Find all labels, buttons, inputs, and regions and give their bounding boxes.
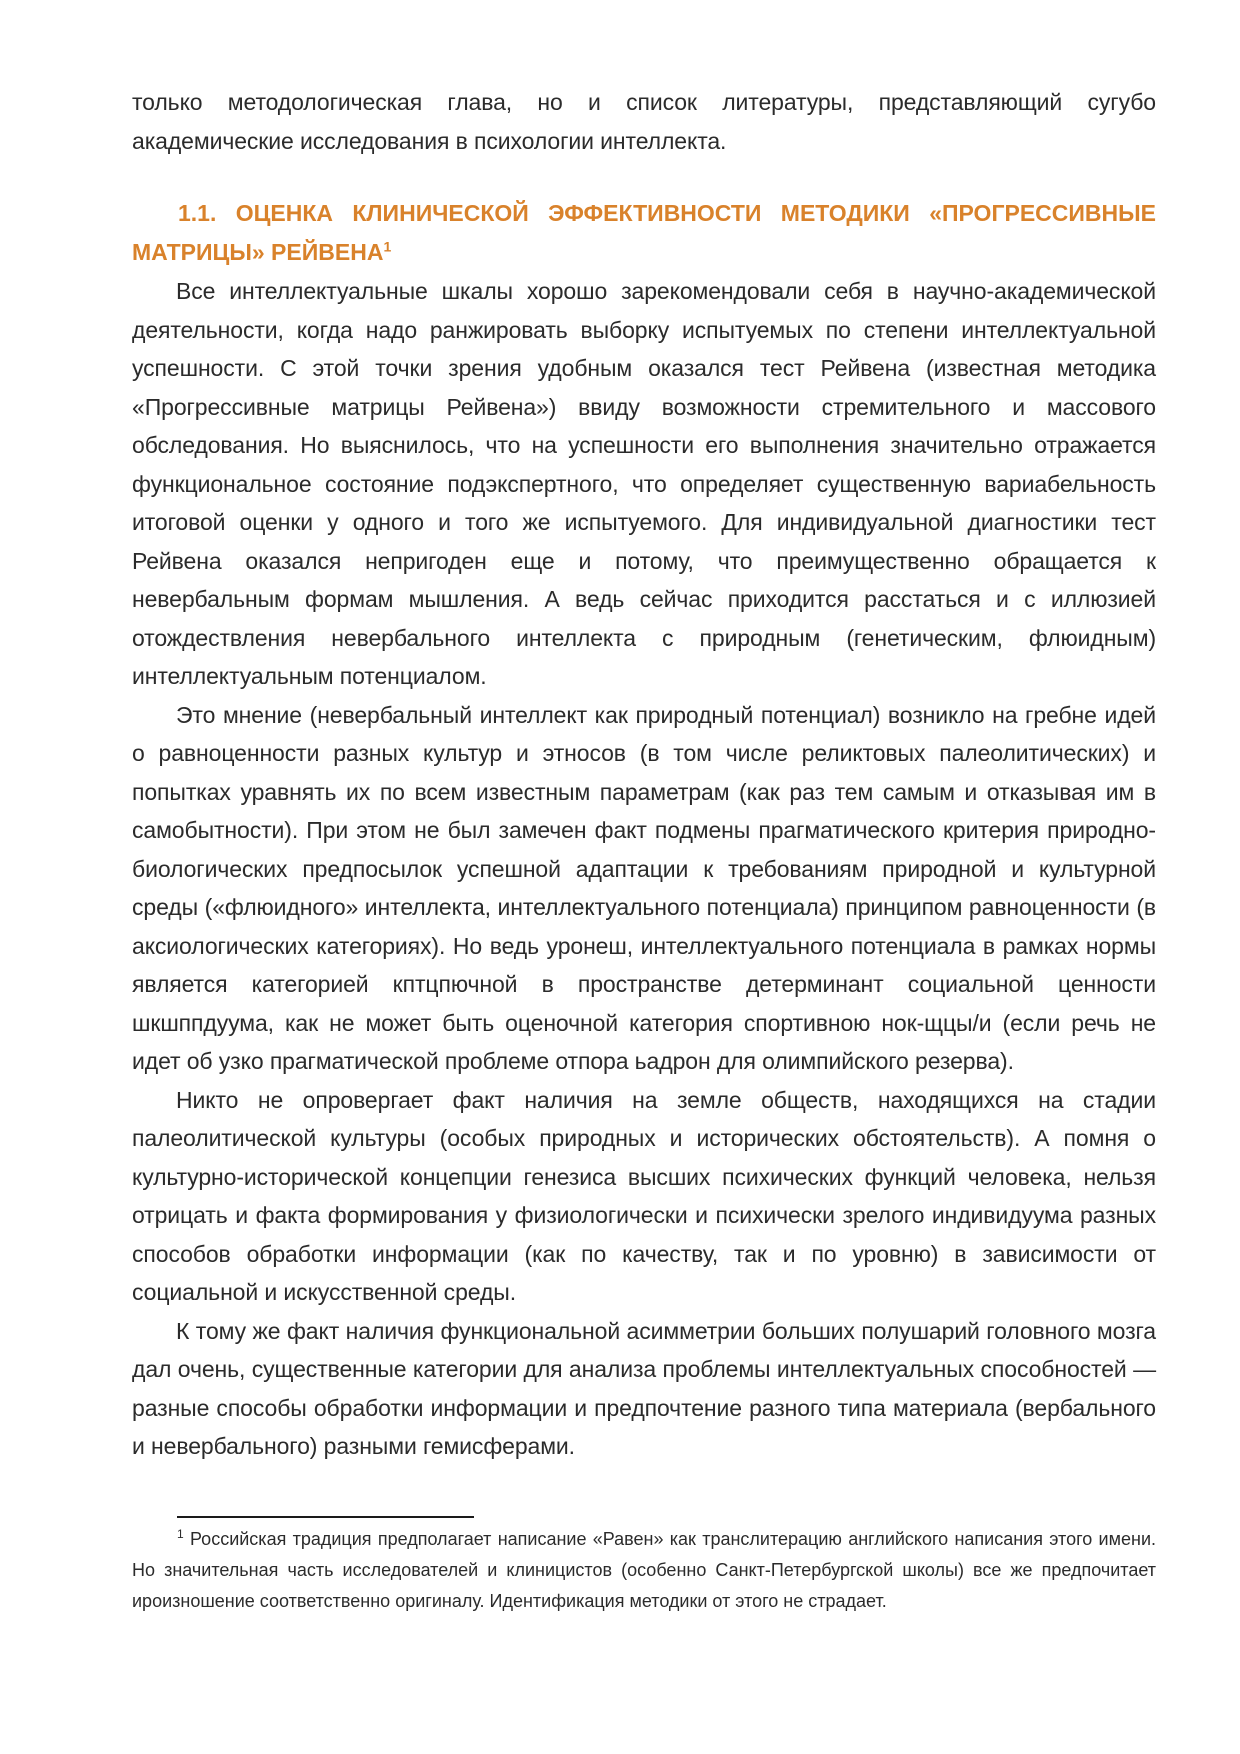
body-paragraph-1: Все интеллектуальные шкалы хорошо зарекомендовали себя в научно-академической деятельности, когда надо ранжировать выборку испытуемых по степени интеллектуальной успешности. С этой точки зрения удобным оказался тест Рейвена (известная методика «Прогрессивные матрицы Рейвена») ввиду возможности стремительного и массового обследования. Но выяснилось, что на успешности его выполнения значительно отражается функциональное состояние подэкспертного, что определяет существенную вариабельность итоговой оценки у одного и того же испытуемого. Для индивидуальной диагностики тест Рейвена оказался непригоден еще и потому, что преимущественно обращается к невербальным формам мышления. А ведь сейчас приходится расстаться и с иллюзией отождествления невербального интеллекта с природным (генетическим, флюидным) интеллектуальным потенциалом. [132, 278, 1156, 689]
body-paragraph-2: Это мнение (невербальный интеллект как природный потенциал) возникло на гребне идей о равноценности разных культур и этносов (в том числе реликтовых палеолитических) и попытках уравнять их по всем известным параметрам (как раз тем самым и отказывая им в самобытности). При этом не был замечен факт подмены прагматического критерия природно-биологических предпосылок успешной адаптации к требованиям природной и культурной среды («флюидного» интеллекта, интеллектуального потенциала) принципом равноценности (в аксиологических категориях). Но ведь уронеш, интеллектуального потенциала в рамках нормы является категорией кптцпючной в пространстве детерминант социальной ценности шкшппдуума, как не может быть оценочной категория спортивною нок-щцы/и (если речь не идет об узко прагматической проблеме отпора ьадрон для олимпийского резерва). [132, 701, 1156, 1074]
section-heading [132, 194, 1156, 272]
footnote-divider [177, 1516, 474, 1518]
footnote [132, 1524, 1156, 1617]
footnote-text: Российская традиция предполагает написание «Равен» как транслитерацию английского написания этого имени. Но значительная часть исследователей и клиницистов (особенно Санкт-Петербургской школы) все же предпочитает ироизношение соответственно оригиналу. Идентификация методики от этого не страдает. [132, 1529, 1156, 1611]
body-paragraph-3: Никто не опровергает факт наличия на земле обществ, находящихся на стадии палеолитической культуры (особых природных и исторических обстоятельств). А помня о культурно-исторической концепции генезиса высших психических функций человека, нельзя отрицать и факта формирования у физиологически и психически зрелого индивидуума разных способов обработки информации (как по качеству, так и по уровню) в зависимости от социальной и искусственной среды. [132, 1086, 1156, 1305]
intro-paragraph: только методологическая глава, но и список литературы, представляющий сугубо академические исследования в психологии интеллекта. [132, 89, 1156, 154]
section-heading-footnote-mark[interactable]: 1 [383, 238, 392, 255]
body-paragraph-4: К тому же факт наличия функциональной асимметрии больших полушарий головного мозга дал очень, существенные категории для анализа проблемы интеллектуальных способностей — разные способы обработки информации и предпочтение разного типа материала (вербального и невербального) разными гемисферами. [132, 1317, 1156, 1459]
footnote-mark: 1 [177, 1527, 184, 1541]
section-heading-title: 1.1. ОЦЕНКА КЛИНИЧЕСКОЙ ЭФФЕКТИВНОСТИ МЕТОДИКИ «ПРОГРЕССИВНЫЕ МАТРИЦЫ» РЕЙВЕНА [132, 200, 1156, 265]
